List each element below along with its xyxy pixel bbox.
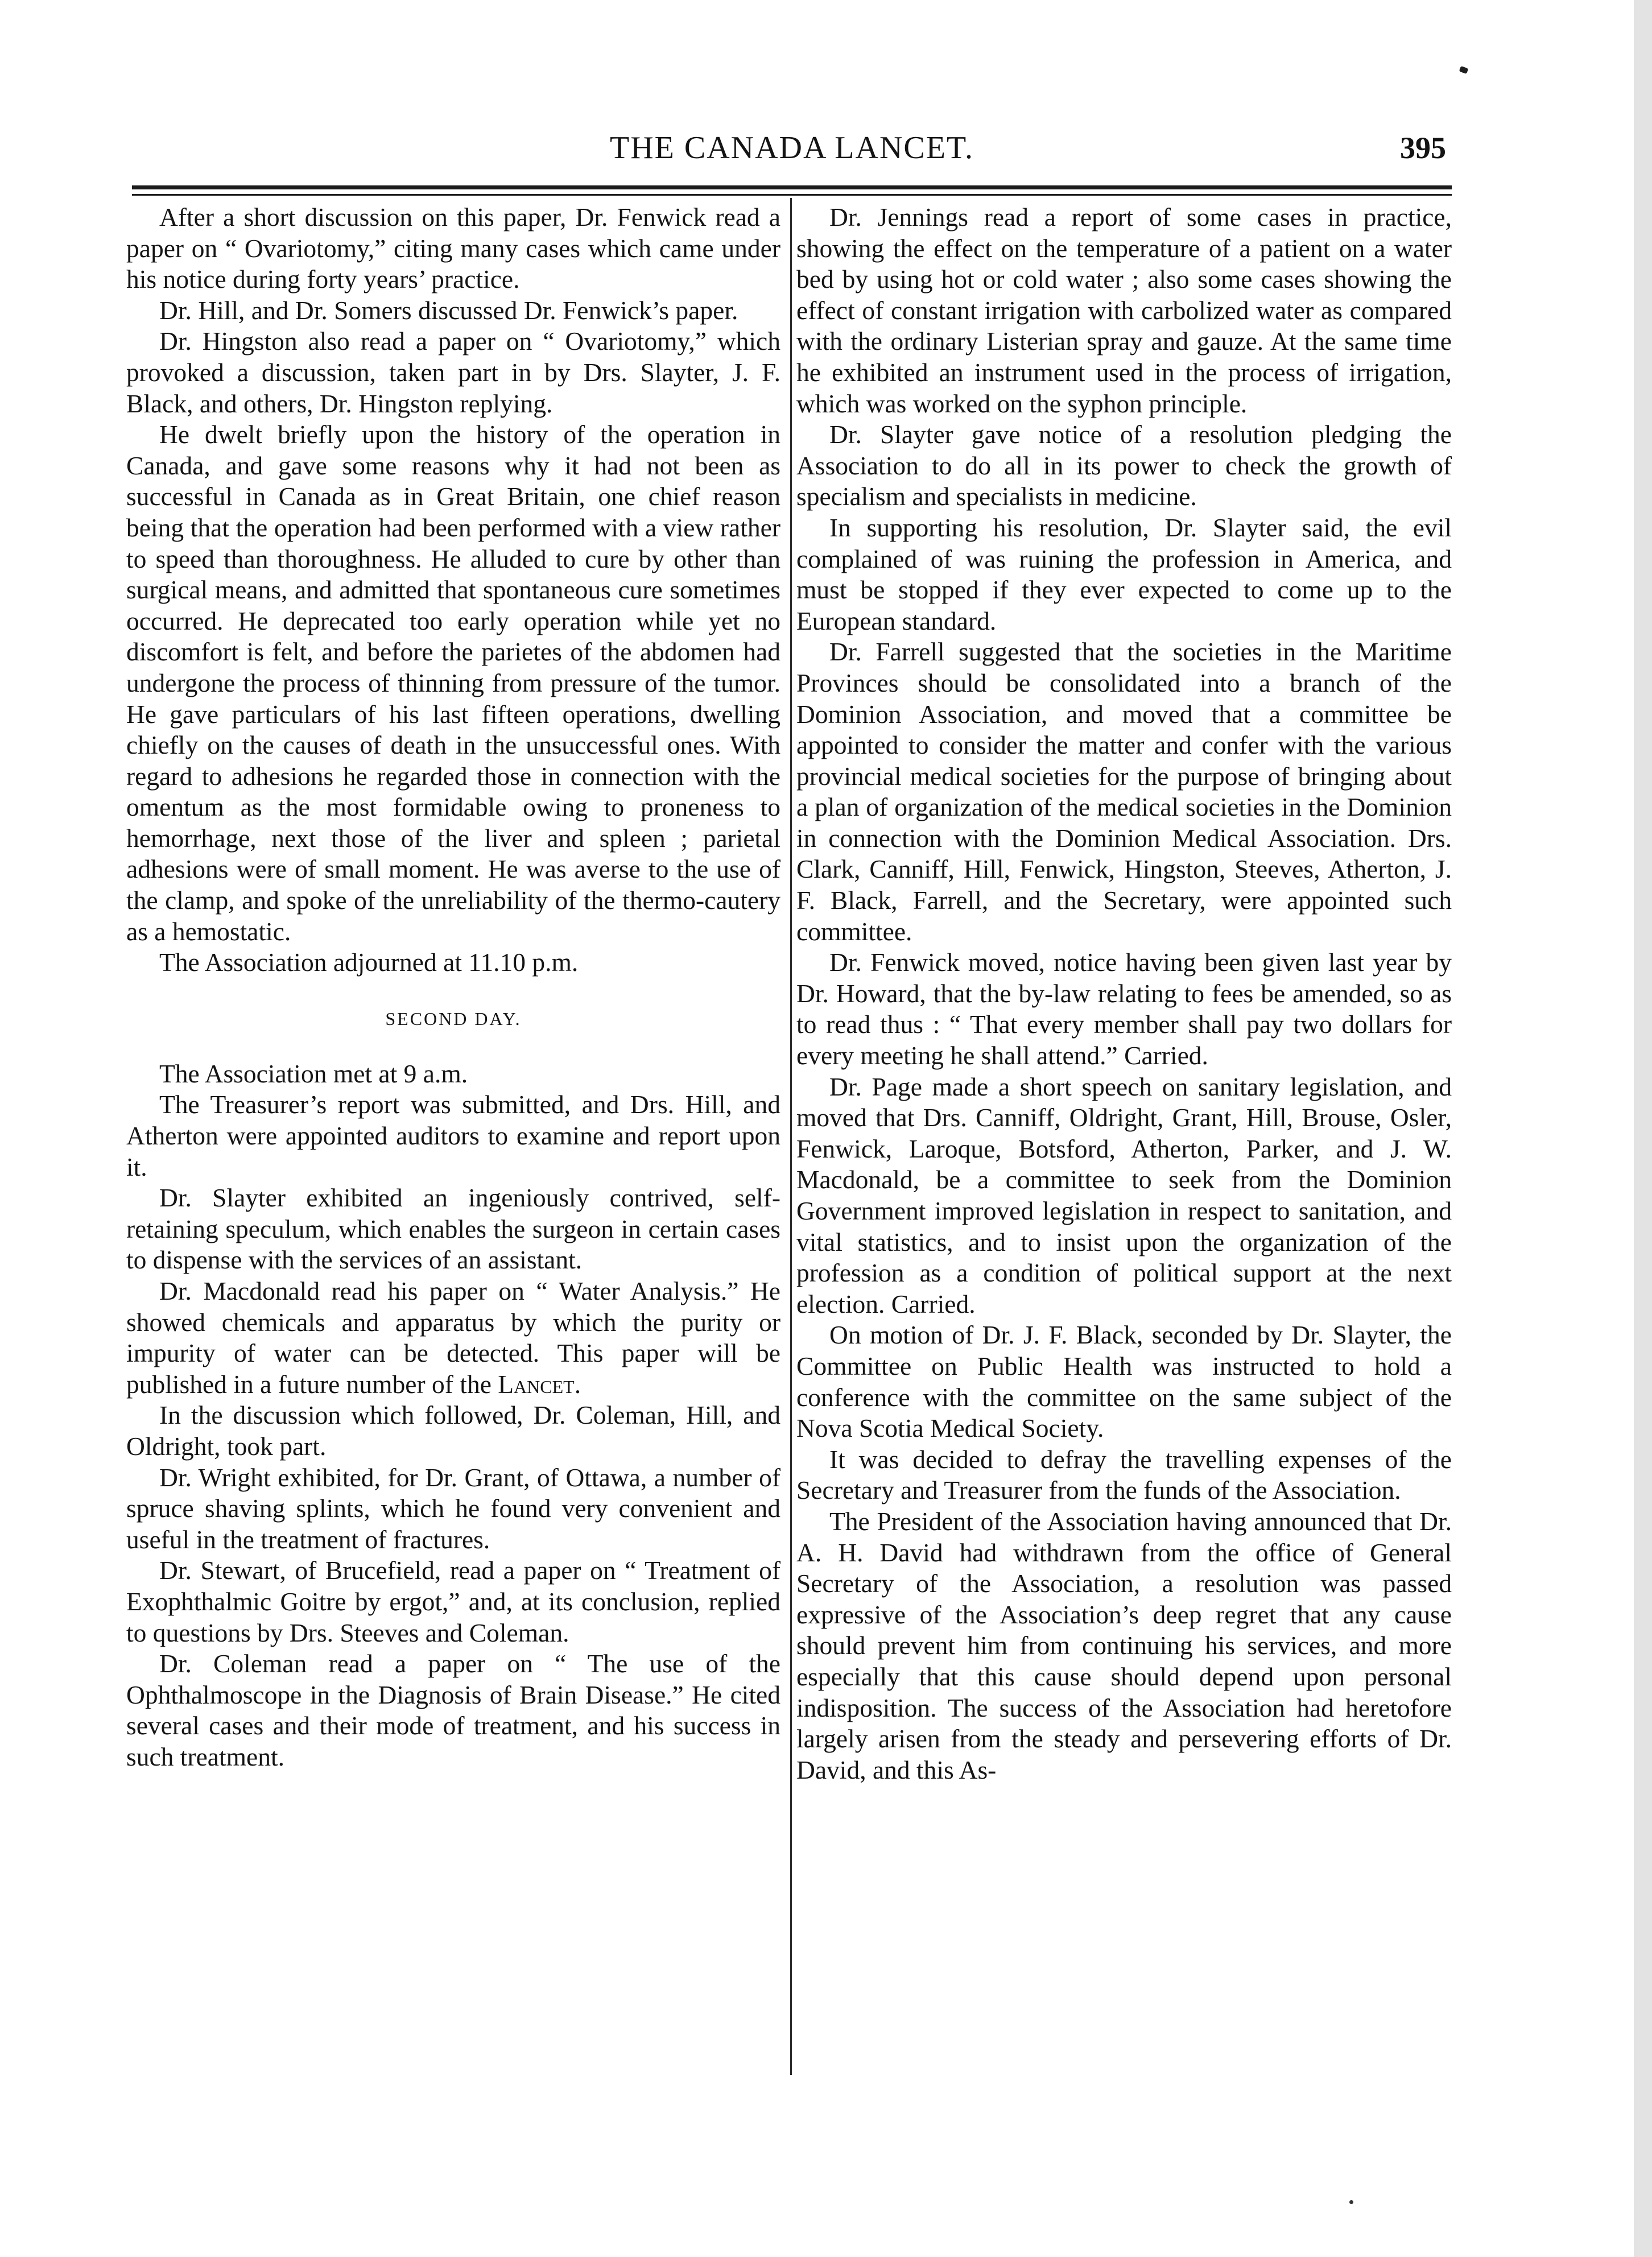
paragraph: Dr. Hingston also read a paper on “ Ovariotomy,” which provoked a discussion, taken part in by Drs. Slayter, J. F. Black, and others, Dr. Hingston replying. [126,326,780,418]
header-rule-thick [132,185,1452,189]
paragraph: The Treasurer’s report was submitted, and Drs. Hill, and Atherton were appointed auditors to examine and report upon it. [126,1090,780,1181]
paragraph: Dr. Stewart, of Brucefield, read a paper on “ Treatment of Exophthalmic Goitre by ergot,” and, at its conclusion, replied to questions by Drs. Steeves and Coleman. [126,1556,780,1647]
column-divider [790,198,792,2075]
journal-name: Lancet [498,1369,575,1399]
left-column [126,202,780,1773]
paragraph: The Association adjourned at 11.10 p.m. [159,948,579,977]
paragraph: Dr. Jennings read a report of some cases in practice, showing the effect on the temperature of a patient on a water bed by using hot or cold water ; also some cases showing the effect of constant irrigation with carbolized water as compared with the ordinary Listerian spray and gauze. At the same time he exhibited an instrument used in the process of irrigation, which was worked on the syphon principle. [796,202,1452,418]
paragraph: Dr. Wright exhibited, for Dr. Grant, of Ottawa, a number of spruce shaving splints, which he found very convenient and useful in the treatment of fractures. [126,1462,780,1554]
paragraph: In supporting his resolution, Dr. Slayter said, the evil complained of was ruining the profession in America, and must be stopped if they ever expected to come up to the European standard. [796,512,1452,635]
paragraph-text: Dr. Macdonald read his paper on “ Water Analysis.” He showed chemicals and apparatus by which the purity or impurity of water can be detected. This paper will be published in a future number of the [126,1276,780,1399]
print-speck [1459,66,1469,74]
paragraph: Dr. Page made a short speech on sanitary legislation, and moved that Drs. Canniff, Oldright, Grant, Hill, Brouse, Osler, Fenwick, Laroque, Botsford, Atherton, Parker, and J. W. Macdonald, be a committee to seek from the Dominion Government improved legislation in respect to sanitation, and vital statistics, and to insist upon the organization of the profession as a condition of political support at the next election. Carried. [796,1072,1452,1318]
scan-edge [1634,0,1652,2257]
section-heading: SECOND DAY. [385,1008,522,1029]
right-column [796,202,1452,1785]
paragraph: After a short discussion on this paper, Dr. Fenwick read a paper on “ Ovariotomy,” citing many cases which came under his notice during forty years’ practice. [126,202,780,294]
paragraph: Dr. Fenwick moved, notice having been given last year by Dr. Howard, that the by-law relating to fees be amended, so as to read thus : “ That every member shall pay two dollars for every meeting he shall attend.” Carried. [796,948,1452,1070]
running-header [132,122,1452,179]
paragraph: The Association met at 9 a.m. [159,1059,468,1088]
paragraph: He dwelt briefly upon the history of the operation in Canada, and gave some reasons why it had not been as successful in Canada as in Great Britain, one chief reason being that the operation had been performed with a view rather to speed than thoroughness. He alluded to cure by other than surgical means, and admitted that spontaneous cure sometimes occurred. He deprecated too early operation while yet no discomfort is felt, and before the parietes of the abdomen had undergone the process of thinning from pressure of the tumor. He gave particulars of his last fifteen operations, dwelling chiefly on the causes of death in the unsuccessful ones. With regard to adhesions he regarded those in connection with the omentum as the most formidable owing to proneness to hemorrhage, next those of the liver and spleen ; parietal adhesions were of small moment. He was averse to the use of the clamp, and spoke of the unreliability of the thermo-cautery as a hemostatic. [126,420,780,946]
paragraph: Dr. Farrell suggested that the societies in the Maritime Provinces should be consolidated into a branch of the Dominion Association, and moved that a committee be appointed to consider the matter and confer with the various provincial medical societies for the purpose of bringing about a plan of organization of the medical societies in the Dominion in connection with the Dominion Medical Association. Drs. Clark, Canniff, Hill, Fenwick, Hingston, Steeves, Atherton, J. F. Black, Farrell, and the Secretary, were appointed such committee. [796,637,1452,946]
page-number: 395 [1400,131,1446,165]
paragraph [126,1276,780,1400]
paragraph: Dr. Coleman read a paper on “ The use of the Ophthalmoscope in the Diagnosis of Brain Disease.” He cited several cases and their mode of treatment, and his success in such treatment. [126,1649,780,1771]
paragraph: It was decided to defray the travelling expenses of the Secretary and Treasurer from the funds of the Association. [796,1444,1452,1505]
paragraph: Dr. Slayter exhibited an ingeniously contrived, self-retaining speculum, which enables the surgeon in certain cases to dispense with the services of an assistant. [126,1183,780,1275]
journal-title: THE CANADA LANCET. [609,130,974,166]
print-speck [1349,2200,1353,2204]
end-punctuation: . [574,1369,581,1399]
paragraph: Dr. Slayter gave notice of a resolution pledging the Association to do all in its power to check the growth of specialism and specialists in medicine. [796,420,1452,511]
paragraph: In the discussion which followed, Dr. Coleman, Hill, and Oldright, took part. [126,1400,780,1461]
header-rule-thin [132,194,1452,196]
paragraph: Dr. Hill, and Dr. Somers discussed Dr. Fenwick’s paper. [159,295,738,325]
paragraph: On motion of Dr. J. F. Black, seconded by Dr. Slayter, the Committee on Public Health was instructed to hold a conference with the committee on the same subject of the Nova Scotia Medical Society. [796,1320,1452,1443]
paragraph: The President of the Association having announced that Dr. A. H. David had withdrawn from the office of General Secretary of the Association, a resolution was passed expressive of the Association’s deep regret that any cause should prevent him from continuing his services, and more especially that this cause should depend upon personal indisposition. The success of the Association had heretofore largely arisen from the steady and persevering efforts of Dr. David, and this As- [796,1506,1452,1784]
